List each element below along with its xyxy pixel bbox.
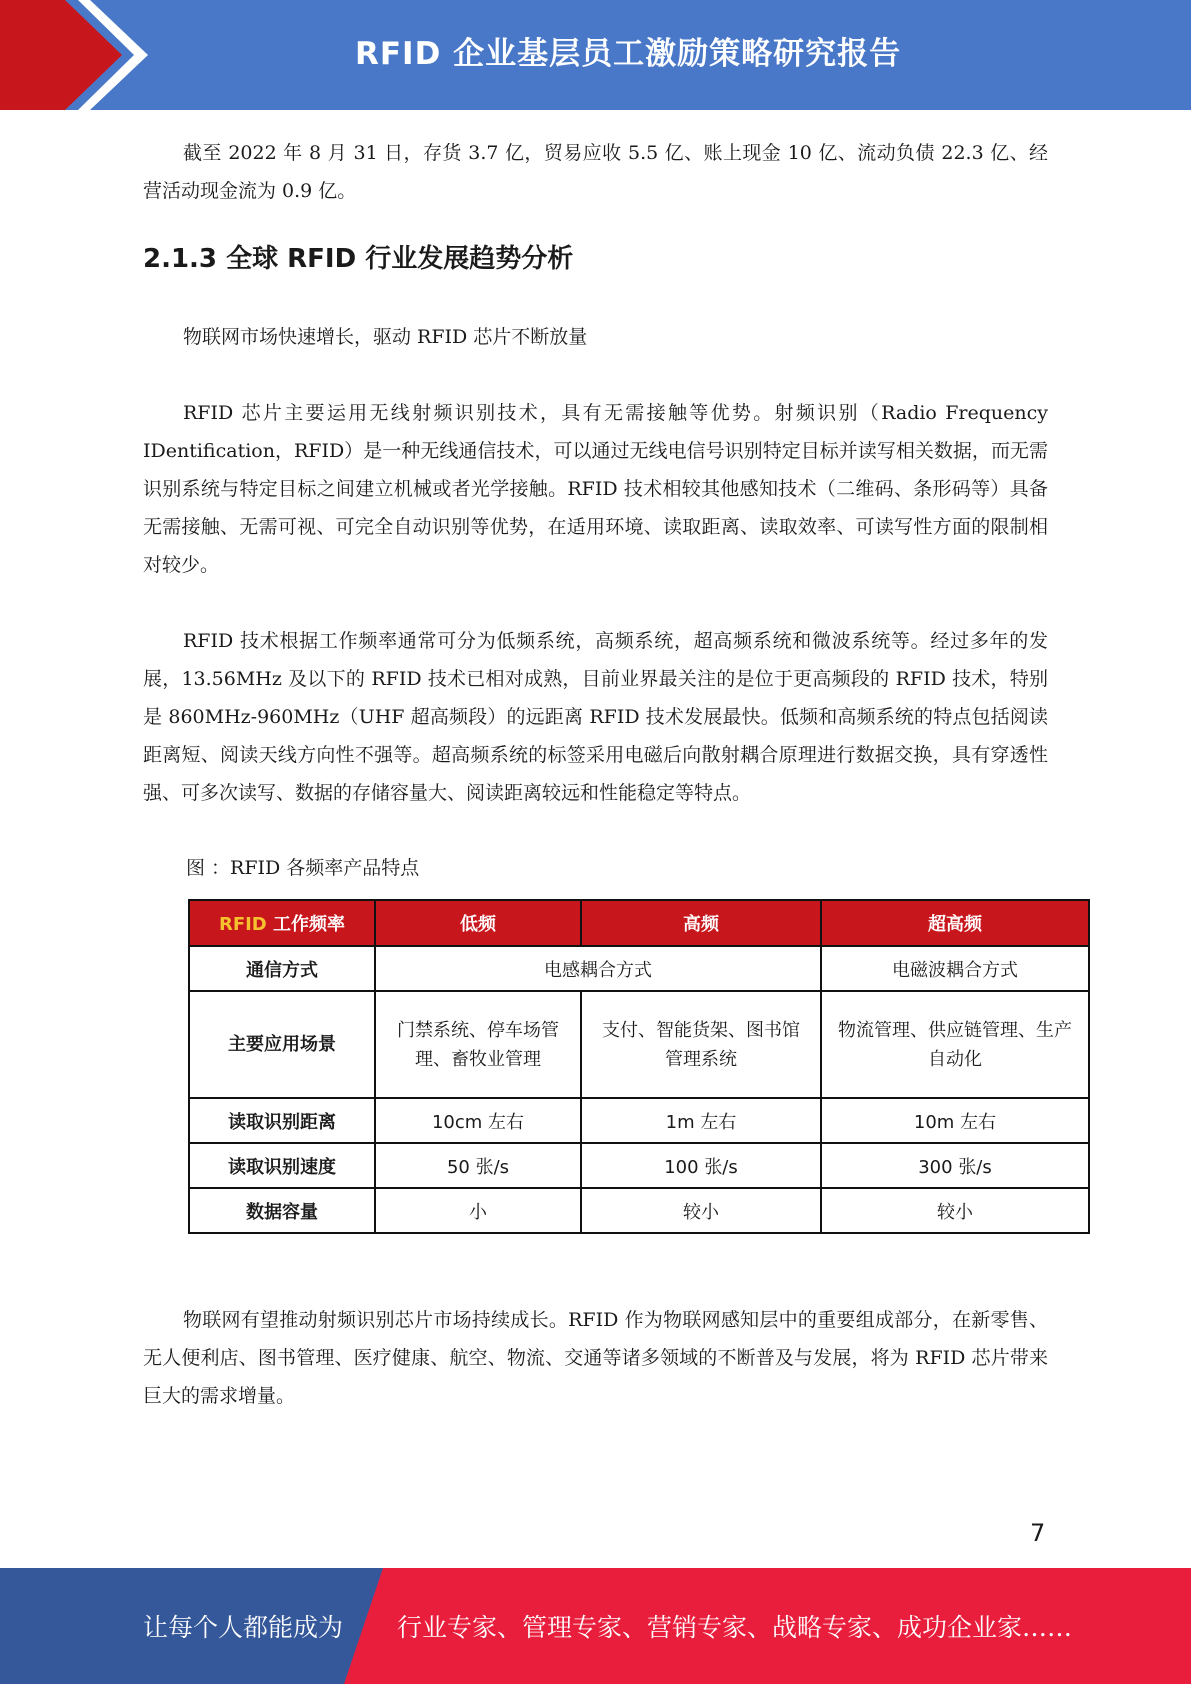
page-number: 7	[1030, 1519, 1046, 1547]
header-cell-work-frequency	[189, 900, 375, 946]
rfid-frequency-table	[188, 899, 1090, 1234]
cell-speed-uhf: 300 张/s	[821, 1143, 1089, 1188]
figure-caption: 图 ：RFID 各频率产品特点	[186, 857, 420, 879]
cell-speed-high: 100 张/s	[581, 1143, 821, 1188]
cell-capacity-low: 小	[375, 1188, 581, 1233]
rfid-highlight: RFID	[218, 914, 267, 935]
page-footer	[0, 1568, 1191, 1684]
row-label-speed: 读取识别速度	[189, 1143, 375, 1188]
paragraph-iot-growth: 物联网有望推动射频识别芯片市场持续成长。RFID 作为物联网感知层中的重要组成部分，在新零售、无人便利店、图书管理、医疗健康、航空、物流、交通等诸多领域的不断普及与发展，将为 RFID 芯片带来巨大的需求增量。	[143, 1309, 1048, 1407]
cell-capacity-uhf: 较小	[821, 1188, 1089, 1233]
cell-distance-uhf: 10m 左右	[821, 1098, 1089, 1143]
header-cell-high: 高频	[581, 900, 821, 946]
cell-application-uhf: 物流管理、供应链管理、生产自动化	[821, 991, 1089, 1098]
row-label-communication: 通信方式	[189, 946, 375, 991]
cell-speed-low: 50 张/s	[375, 1143, 581, 1188]
cell-application-low: 门禁系统、停车场管理、畜牧业管理	[375, 991, 581, 1098]
report-title: RFID 企业基层员工激励策略研究报告	[355, 36, 902, 72]
cell-capacity-high: 较小	[581, 1188, 821, 1233]
cell-communication-lowhigh: 电感耦合方式	[375, 946, 821, 991]
header-work-frequency-label: 工作频率	[266, 914, 346, 935]
table-row	[189, 1143, 1089, 1188]
paragraph-rfid-intro: RFID 芯片主要运用无线射频识别技术，具有无需接触等优势。射频识别（Radio Frequency IDentification，RFID）是一种无线通信技术，可以通过无线电信号识别特定目标并读写相关数据，而无需识别系统与特定目标之间建立机械或者光学接触。RFID 技术相较其他感知技术（二维码、条形码等）具备无需接触、无需可视、可完全自动识别等优势，在适用环境、读取距离、读取效率、可读写性方面的限制相对较少。	[143, 402, 1048, 576]
cell-communication-uhf: 电磁波耦合方式	[821, 946, 1089, 991]
paragraph-financials: 截至 2022 年 8 月 31 日，存货 3.7 亿，贸易应收 5.5 亿、账上现金 10 亿、流动负债 22.3 亿、经营活动现金流为 0.9 亿。	[143, 142, 1048, 202]
cell-distance-low: 10cm 左右	[375, 1098, 581, 1143]
footer-slogan-right: 行业专家、管理专家、营销专家、战略专家、成功企业家……	[397, 1613, 1073, 1642]
table-row	[189, 1098, 1089, 1143]
header-cell-low: 低频	[375, 900, 581, 946]
table-header-row	[189, 900, 1089, 946]
cell-distance-high: 1m 左右	[581, 1098, 821, 1143]
table-row	[189, 1188, 1089, 1233]
paragraph-rfid-frequencies: RFID 技术根据工作频率通常可分为低频系统，高频系统，超高频系统和微波系统等。经过多年的发展，13.56MHz 及以下的 RFID 技术已相对成熟，目前业界最关注的是位于更高频段的 RFID 技术，特别是 860MHz-960MHz（UHF 超高频段）的远距离 RFID 技术发展最快。低频和高频系统的特点包括阅读距离短、阅读天线方向性不强等。超高频系统的标签采用电磁后向散射耦合原理进行数据交换，具有穿透性强、可多次读写、数据的存储容量大、阅读距离较远和性能稳定等特点。	[143, 630, 1048, 804]
paragraph-subheading: 物联网市场快速增长，驱动 RFID 芯片不断放量	[183, 326, 588, 348]
cell-application-high: 支付、智能货架、图书馆管理系统	[581, 991, 821, 1098]
row-label-capacity: 数据容量	[189, 1188, 375, 1233]
table-row	[189, 991, 1089, 1098]
table-row	[189, 946, 1089, 991]
page-header	[0, 0, 1191, 110]
header-chevron-decoration	[0, 0, 150, 110]
row-label-distance: 读取识别距离	[189, 1098, 375, 1143]
section-heading: 2.1.3 全球 RFID 行业发展趋势分析	[143, 244, 574, 274]
footer-slogan-left: 让每个人都能成为	[143, 1613, 344, 1642]
row-label-application: 主要应用场景	[189, 991, 375, 1098]
header-cell-uhf: 超高频	[821, 900, 1089, 946]
